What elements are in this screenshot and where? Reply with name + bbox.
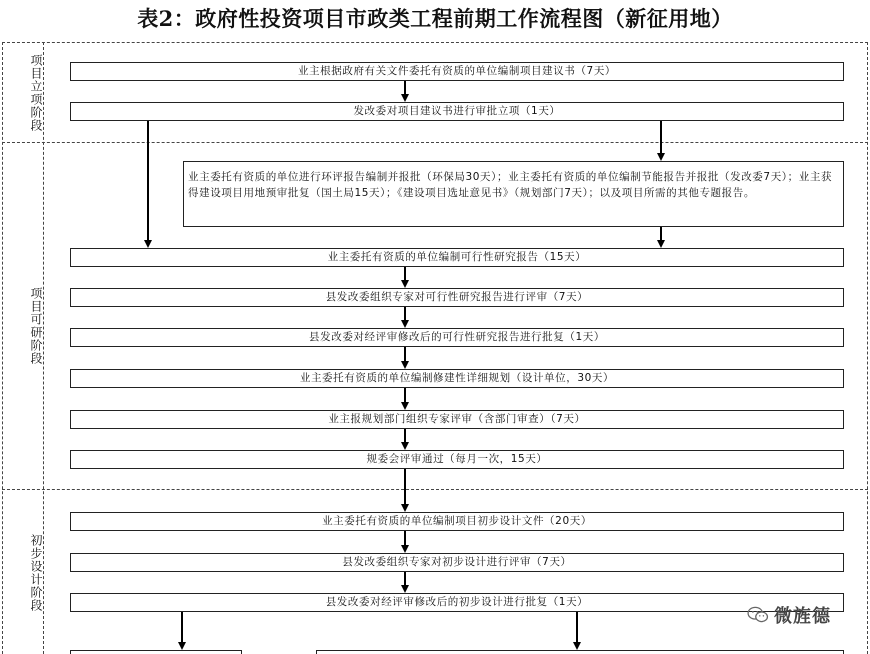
connector-line (404, 307, 406, 320)
connector-line (404, 531, 406, 545)
connector-line (404, 429, 406, 442)
arrowhead-icon (401, 545, 409, 553)
connector-line (404, 572, 406, 585)
connector-line (404, 267, 406, 280)
step-box-proposal: 业主根据政府有关文件委托有资质的单位编制项目建议书（7天） (70, 62, 844, 81)
step-box-design-review: 县发改委组织专家对初步设计进行评审（7天） (70, 553, 844, 572)
connector-line (404, 388, 406, 402)
arrowhead-icon (178, 642, 186, 650)
arrowhead-icon (401, 504, 409, 512)
connector-line (404, 469, 406, 504)
arrowhead-icon (401, 320, 409, 328)
arrowhead-icon (401, 280, 409, 288)
watermark-text: 微旌德 (774, 606, 831, 627)
step-box-planning-review: 业主报规划部门组织专家评审（含部门审查）（7天） (70, 410, 844, 429)
connector-line (404, 81, 406, 94)
stage-divider-1 (2, 142, 868, 143)
step-box-committee-approval: 规委会评审通过（每月一次，15天） (70, 450, 844, 469)
step-box-feasibility-review: 县发改委组织专家对可行性研究报告进行评审（7天） (70, 288, 844, 307)
stage-label-initiation: 项目立项阶段 (29, 54, 43, 132)
arrowhead-icon (401, 361, 409, 369)
step-box-feasibility-approval: 县发改委对经评审修改后的可行性研究报告进行批复（1天） (70, 328, 844, 347)
arrowhead-icon (573, 642, 581, 650)
step-box-feasibility-report: 业主委托有资质的单位编制可行性研究报告（15天） (70, 248, 844, 267)
watermark (747, 602, 857, 628)
stage-label-preliminary-design: 初步设计阶段 (29, 534, 43, 612)
stage-label-feasibility: 项目可研阶段 (29, 287, 43, 365)
frame-right-border (867, 42, 868, 654)
step-box-design-approval: 县发改委对经评审修改后的初步设计进行批复（1天） (70, 593, 844, 612)
step-box-approval-initiation: 发改委对项目建议书进行审批立项（1天） (70, 102, 844, 121)
arrowhead-icon (401, 442, 409, 450)
special-reports-text: 业主委托有资质的单位进行环评报告编制并报批（环保局30天）；业主委托有资质的单位编制节能报告并报批（发改委7天）；业主获得建设项目用地预审批复（国土局15天）；《建设项目选址意见书》（规划部门7天）；以及项目所需的其他专题报告。 (188, 171, 833, 199)
wechat-logo-icon (747, 606, 769, 624)
connector-line (660, 121, 662, 153)
arrowhead-icon (657, 240, 665, 248)
page-title: 表2：政府性投资项目市政类工程前期工作流程图（新征用地） (137, 6, 733, 31)
next-step-box-right (316, 650, 844, 654)
connector-line (181, 612, 183, 642)
step-box-detailed-plan: 业主委托有资质的单位编制修建性详细规划（设计单位，30天） (70, 369, 844, 388)
next-step-box-left (70, 650, 242, 654)
frame-top-border (2, 42, 868, 43)
stage-divider-2 (2, 489, 868, 490)
connector-line (147, 121, 149, 240)
special-reports-box (183, 161, 844, 227)
connector-line (576, 612, 578, 642)
arrowhead-icon (401, 585, 409, 593)
step-box-preliminary-design: 业主委托有资质的单位编制项目初步设计文件（20天） (70, 512, 844, 531)
arrowhead-icon (401, 94, 409, 102)
arrowhead-icon (401, 402, 409, 410)
arrowhead-icon (657, 153, 665, 161)
arrowhead-icon (144, 240, 152, 248)
connector-line (404, 347, 406, 361)
connector-line (660, 227, 662, 240)
